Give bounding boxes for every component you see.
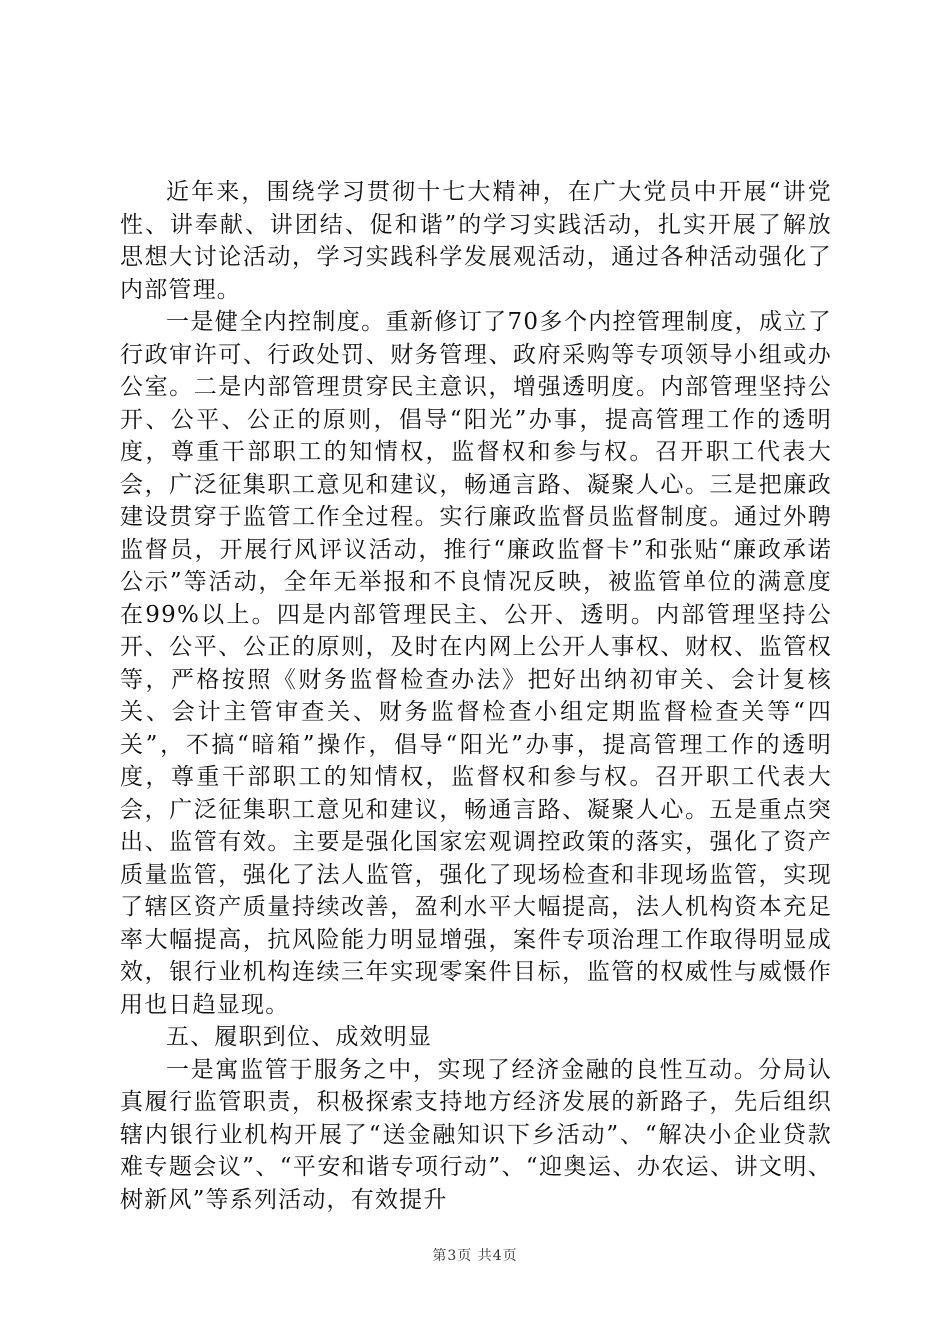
paragraph-internal-control: 一是健全内控制度。重新修订了70多个内控管理制度，成立了行政审许可、行政处罚、财务管理、政府采购等专项领导小组或办公室。二是内部管理贯穿民主意识，增强透明度。内部管理坚持公开、公平、公正的原则，倡导“阳光”办事，提高管理工作的透明度，尊重干部职工的知情权，监督权和参与权。召开职工代表大会，广泛征集职工意见和建议，畅通言路、凝聚人心。三是把廉政建设贯穿于监管工作全过程。实行廉政监督员监督制度。通过外聘监督员，开展行风评议活动，推行“廉政监督卡”和张贴“廉政承诺公示”等活动，全年无举报和不良情况反映，被监管单位的满意度在99%以上。四是内部管理民主、公开、透明。内部管理坚持公开、公平、公正的原则，及时在内网上公开人事权、财权、监管权等，严格按照《财务监督检查办法》把好出纳初审关、会计复核关、会计主管审查关、财务监督检查小组定期监督检查关等“四关”，不搞“暗箱”操作，倡导“阳光”办事，提高管理工作的透明度，尊重干部职工的知情权，监督权和参与权。召开职工代表大会，广泛征集职工意见和建议，畅通言路、凝聚人心。五是重点突出、监管有效。主要是强化国家宏观调控政策的落实，强化了资产质量监管，强化了法人监管，强化了现场检查和非现场监管，实现了辖区资产质量持续改善，盈利水平大幅提高，法人机构资本充足率大幅提高，抗风险能力明显增强，案件专项治理工作取得明显成效，银行业机构连续三年实现零案件目标，监管的权威性与威慑作用也日趋显现。 [120,309,832,1018]
section-heading: 五、履职到位、成效明显 [166,1024,433,1050]
page-footer: 第3页 共4页 [432,1248,518,1264]
document-body [120,176,832,1216]
paragraph-intro: 近年来，围绕学习贯彻十七大精神，在广大党员中开展“讲党性、讲奉献、讲团结、促和谐”的学习实践活动，扎实开展了解放思想大讨论活动，学习实践科学发展观活动，通过各种活动强化了内部管理。 [120,179,832,303]
paragraph-service: 一是寓监管于服务之中，实现了经济金融的良性互动。分局认真履行监管职责，积极探索支持地方经济发展的新路子，先后组织辖内银行业机构开展了“送金融知识下乡活动”、“解决小企业贷款难专题会议”、“平安和谐专项行动”、“迎奥运、办农运、讲文明、树新风”等系列活动，有效提升 [120,1056,832,1213]
